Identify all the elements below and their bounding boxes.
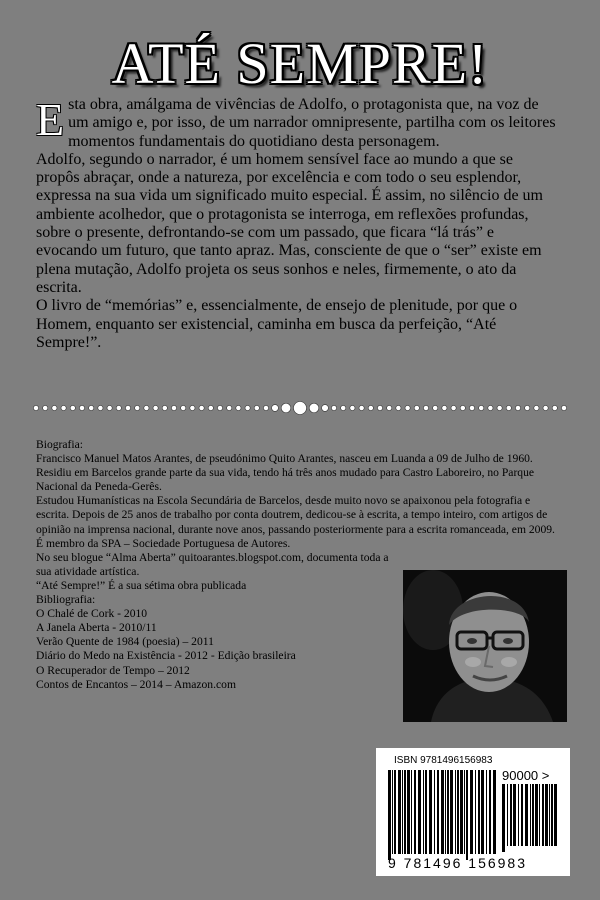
bibliography-item: O Recuperador de Tempo – 2012	[36, 663, 190, 677]
bibliography-item: Diário do Medo na Existência - 2012 - Edição brasileira	[36, 649, 296, 663]
bio-heading: Biografia:	[36, 438, 84, 451]
bibliography-heading: Bibliografia:	[36, 593, 96, 607]
bio-line: Estudou Humanísticas na Escola Secundária de Barcelos, desde muito novo se apaixonou pela fotografia e escrita. Depois de 25 anos de trabalho por conta doutrem, dedicou-se à escrita, a tempo inteiro, com artigos de opinião na imprensa nacional, durante nove anos, passando posteriormente para a escrita romanceada, em 2009.	[36, 494, 555, 536]
synopsis-paragraph-1-text: sta obra, amálgama de vivências de Adolfo, o protagonista que, na voz de um amigo e, por isso, de um narrador omnipresente, partilha com os leitores momentos fundamentais do quotidiano desta personagem.	[68, 96, 556, 150]
bio-line: Francisco Manuel Matos Arantes, de pseudónimo Quito Arantes, nasceu em Luanda a 09 de Julho de 1960. Residiu em Barcelos grande parte da sua vida, tendo há três anos mudado para Castro Laboreiro, no Parque Nacional da Peneda-Gerês.	[36, 452, 535, 494]
isbn-barcode	[376, 748, 570, 876]
bio-line: “Até Sempre!” É a sua sétima obra publicada	[36, 578, 247, 592]
isbn-digits: 9 781496 156983	[388, 855, 527, 871]
synopsis-paragraph-2: Adolfo, segundo o narrador, é um homem sensível face ao mundo a que se propôs abraçar, onde a natureza, por excelência e com todo o seu esplendor, expressa na sua vida um significado muito especial. É assim, no silêncio de um ambiente acolhedor, que o protagonista se interroga, em reflexões profundas, sobre o presente, defrontando-se com um passado, que ficara “lá trás” e evocando um futuro, que tanto apraz. Mas, consciente de que o “ser” existe em plena mutação, Adolfo projeta os seus sonhos e neles, firmemente, o ato da escrita.	[36, 150, 543, 296]
bio-line: É membro da SPA – Sociedade Portuguesa de Autores.	[36, 536, 291, 550]
bio-line: No seu blogue “Alma Aberta” quitoarantes.blogspot.com, documenta toda a sua atividade artística.	[36, 550, 389, 578]
synopsis-paragraph-1	[36, 96, 556, 151]
book-title: ATÉ SEMPRE!	[111, 31, 489, 96]
bibliography-item: Contos de Encantos – 2014 – Amazon.com	[36, 677, 236, 691]
dotted-ornament-icon	[32, 401, 568, 415]
barcode-bars-icon	[388, 770, 496, 860]
bibliography-item: Verão Quente de 1984 (poesia) – 2011	[36, 635, 214, 649]
bibliography-item: O Chalé de Cork - 2010	[36, 607, 148, 621]
drop-cap: E	[36, 94, 65, 145]
barcode-addon-icon	[502, 784, 560, 852]
author-portrait-icon	[403, 570, 567, 722]
synopsis	[36, 96, 556, 352]
author-photo	[403, 570, 567, 722]
price-code: 90000 >	[502, 768, 550, 783]
bibliography-item: A Janela Aberta - 2010/11	[36, 621, 157, 635]
synopsis-paragraph-3: O livro de “memórias” e, essencialmente, de ensejo de plenitude, por que o Homem, enquanto ser existencial, caminha em busca da perfeição, “Até Sempre!”.	[36, 297, 518, 351]
isbn-label: ISBN 9781496156983	[394, 755, 493, 766]
